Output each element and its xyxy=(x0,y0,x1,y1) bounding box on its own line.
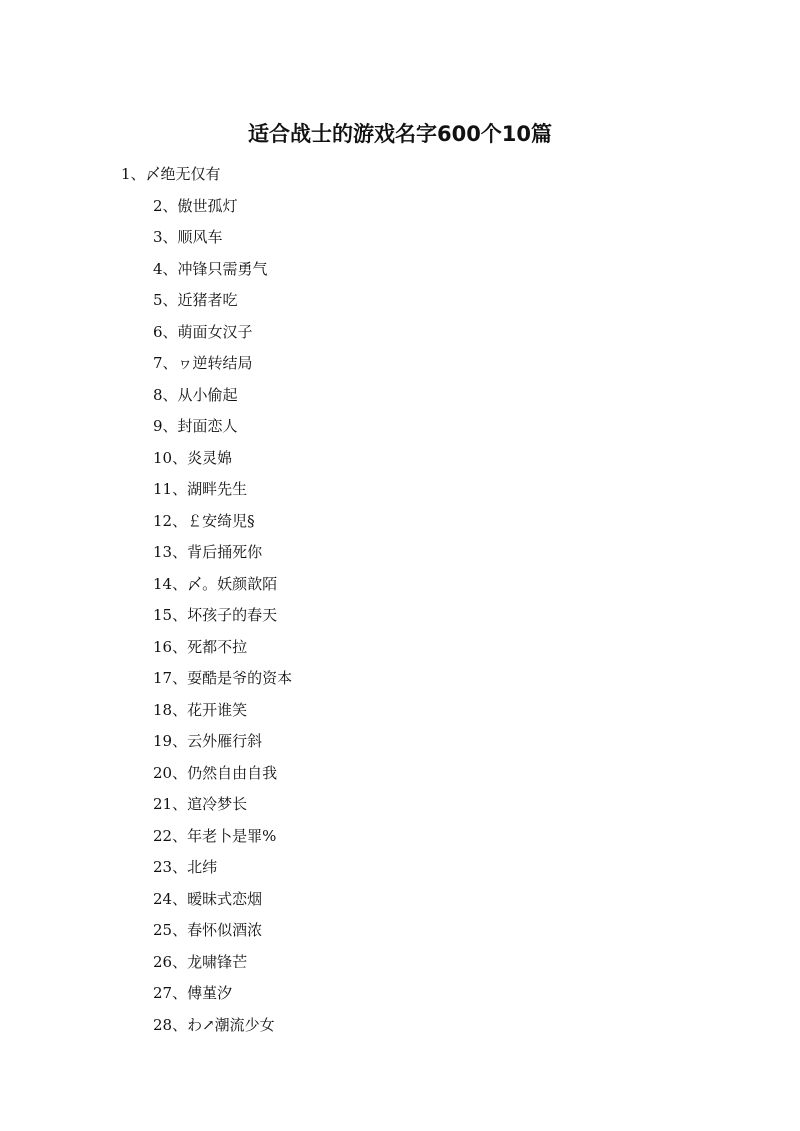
list-item: 19、云外雁行斜 xyxy=(153,732,263,750)
list-item: 20、仍然自由自我 xyxy=(153,763,278,782)
document-title: 适合战士的游戏名字600个10篇 xyxy=(247,122,553,146)
list-item: 12、￡安绮児§ xyxy=(153,511,255,530)
list-item: 7、ヮ逆转结局 xyxy=(153,354,253,372)
list-item: 28、わ↗潮流少女 xyxy=(153,1015,275,1034)
list-item: 3、顺风车 xyxy=(153,228,223,246)
list-item: 11、湖畔先生 xyxy=(153,480,248,498)
list-item: 26、龙啸锋芒 xyxy=(153,952,248,971)
list-item: 15、坏孩子的春天 xyxy=(153,606,278,624)
list-item: 5、近猪者吃 xyxy=(153,291,238,309)
list-item: 9、封面恋人 xyxy=(153,417,238,435)
list-item: 10、炎灵婂 xyxy=(153,448,233,467)
list-item: 4、冲锋只需勇气 xyxy=(153,259,268,278)
list-item: 16、死都不拉 xyxy=(153,637,248,656)
list-item: 18、花开谁笑 xyxy=(153,700,248,719)
list-item: 24、暧昧式恋烟 xyxy=(153,889,263,908)
list-item: 2、傲世孤灯 xyxy=(153,196,238,215)
list-item: 6、萌面女汉子 xyxy=(153,322,253,341)
list-item: 21、逭冷梦长 xyxy=(153,795,248,813)
list-item: 8、从小偷起 xyxy=(153,385,238,404)
list-item: 14、〆。妖颜歆陌 xyxy=(153,574,278,593)
list-item: 25、春怀似酒浓 xyxy=(153,921,263,939)
list-item: 13、背后捅死你 xyxy=(153,543,263,561)
list-item: 1、〆绝无仅有 xyxy=(121,165,221,183)
list-item: 27、傅堇汐 xyxy=(153,984,233,1002)
name-list xyxy=(0,159,800,1041)
list-item: 23、北纬 xyxy=(153,858,218,876)
list-item: 17、耍酷是爷的资本 xyxy=(153,669,293,687)
list-item: 22、年老卜是罪% xyxy=(153,826,277,845)
